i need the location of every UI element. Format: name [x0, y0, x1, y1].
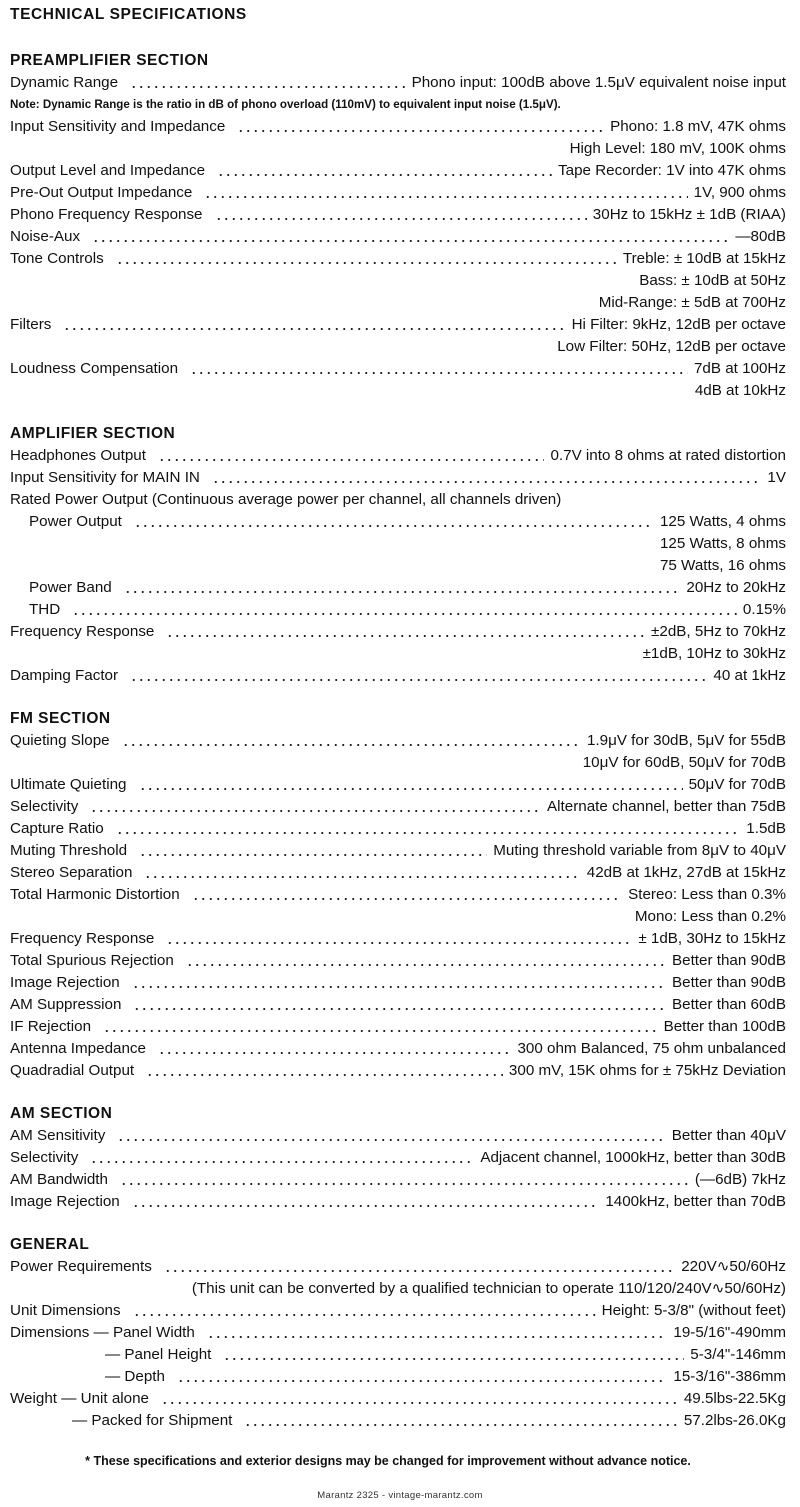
spec-row [10, 1016, 786, 1038]
dot-leader [237, 119, 604, 133]
spec-row [10, 994, 786, 1016]
note-text: Note: Dynamic Range is the ratio in dB of phono overload (110mV) to equivalent input noise (1.5μV). [10, 98, 561, 111]
spec-value: 1.5dB [746, 820, 786, 837]
spec-value: 220V∿50/60Hz [681, 1258, 786, 1275]
dot-leader [139, 777, 683, 791]
spec-value: 300 ohm Balanced, 75 ohm unbalanced [517, 1040, 786, 1057]
spec-value-continued: ±1dB, 10Hz to 30kHz [642, 645, 786, 662]
spec-value: 19-5/16"-490mm [673, 1324, 786, 1341]
spec-row [10, 1366, 786, 1388]
spec-label: Antenna Impedance [10, 1040, 146, 1057]
dot-leader [217, 163, 552, 177]
dot-leader [63, 317, 565, 331]
spec-value: Phono input: 100dB above 1.5μV equivalent noise input [411, 74, 786, 91]
spec-value: Height: 5-3/8" (without feet) [601, 1302, 786, 1319]
dot-leader [133, 997, 666, 1011]
spec-value: 125 Watts, 4 ohms [659, 513, 786, 530]
spec-label: Muting Threshold [10, 842, 128, 859]
dot-leader [144, 865, 580, 879]
spec-row [10, 182, 786, 204]
dot-leader [72, 602, 737, 616]
spec-value: Muting threshold variable from 8μV to 40μV [493, 842, 786, 859]
spec-value: Better than 90dB [672, 974, 786, 991]
dot-leader [92, 229, 729, 243]
spec-value: 1.9μV for 30dB, 5μV for 55dB [586, 732, 786, 749]
dot-leader [166, 624, 645, 638]
preamp-section [10, 51, 786, 402]
dot-leader [103, 1019, 658, 1033]
spec-value: 30Hz to 15kHz ± 1dB (RIAA) [592, 206, 786, 223]
spec-document [10, 6, 786, 1432]
spec-label: THD [29, 601, 61, 618]
general-section [10, 1235, 786, 1432]
spec-label: Selectivity [10, 798, 79, 815]
spec-row [10, 1060, 786, 1082]
spec-row [10, 314, 786, 336]
spec-value: Phono: 1.8 mV, 47K ohms [610, 118, 786, 135]
spec-row [10, 1169, 786, 1191]
spec-label: Input Sensitivity and Impedance [10, 118, 226, 135]
spec-label: — Panel Height [105, 1346, 212, 1363]
spec-value: Adjacent channel, 1000kHz, better than 30dB [480, 1149, 786, 1166]
amplifier-section [10, 424, 786, 687]
spec-label: Pre-Out Output Impedance [10, 184, 193, 201]
spec-value: ± 1dB, 30Hz to 15kHz [638, 930, 786, 947]
spec-value-continued: Mono: Less than 0.2% [634, 908, 786, 925]
spec-row [10, 160, 786, 182]
spec-value: Better than 40μV [671, 1127, 786, 1144]
spec-label: — Depth [105, 1368, 165, 1385]
spec-label: Total Spurious Rejection [10, 952, 174, 969]
spec-label: AM Bandwidth [10, 1171, 108, 1188]
spec-label: IF Rejection [10, 1018, 92, 1035]
spec-row [10, 928, 786, 950]
spec-label: Output Level and Impedance [10, 162, 206, 179]
spec-value-continued: Low Filter: 50Hz, 12dB per octave [557, 338, 786, 355]
spec-label: Unit Dimensions [10, 1302, 121, 1319]
spec-label: Damping Factor [10, 667, 119, 684]
spec-value-continued: 4dB at 10kHz [694, 382, 786, 399]
spec-row [10, 577, 786, 599]
spec-label: Quieting Slope [10, 732, 110, 749]
spec-value: 42dB at 1kHz, 27dB at 15kHz [586, 864, 786, 881]
dot-leader [161, 1391, 678, 1405]
spec-row [10, 884, 786, 906]
dot-leader [164, 1259, 675, 1273]
spec-value: 15-3/16"-386mm [673, 1368, 786, 1385]
dot-leader [158, 448, 545, 462]
dot-leader [130, 75, 406, 89]
spec-row [10, 862, 786, 884]
spec-value: Tape Recorder: 1V into 47K ohms [558, 162, 786, 179]
spec-row [10, 445, 786, 467]
spec-value-continued: 10μV for 60dB, 50μV for 70dB [582, 754, 786, 771]
spec-row [10, 358, 786, 380]
spec-row [10, 1191, 786, 1213]
spec-row [10, 730, 786, 752]
spec-row [10, 665, 786, 687]
spec-value: ±2dB, 5Hz to 70kHz [651, 623, 786, 640]
spec-row [10, 467, 786, 489]
spec-value: 7dB at 100Hz [693, 360, 786, 377]
dot-leader [132, 1194, 600, 1208]
spec-label: Power Requirements [10, 1258, 152, 1275]
spec-value: Better than 90dB [672, 952, 786, 969]
section-heading: PREAMPLIFIER SECTION [10, 52, 209, 69]
spec-value: 49.5lbs-22.5Kg [683, 1390, 786, 1407]
spec-value: Better than 60dB [672, 996, 786, 1013]
spec-value: 50μV for 70dB [688, 776, 786, 793]
dot-leader [120, 1172, 689, 1186]
spec-value-continued: Bass: ± 10dB at 50Hz [639, 272, 786, 289]
spec-row [10, 1038, 786, 1060]
spec-row [10, 72, 786, 94]
dot-leader [139, 843, 487, 857]
spec-row [10, 796, 786, 818]
dot-leader [134, 514, 654, 528]
spec-label: AM Sensitivity [10, 1127, 106, 1144]
spec-label: Input Sensitivity for MAIN IN [10, 469, 200, 486]
spec-value: Hi Filter: 9kHz, 12dB per octave [571, 316, 786, 333]
page-caption: Marantz 2325 - vintage-marantz.com [317, 1490, 483, 1501]
spec-label: AM Suppression [10, 996, 122, 1013]
spec-row [10, 226, 786, 248]
dot-leader [215, 207, 587, 221]
spec-row [10, 1388, 786, 1410]
spec-value: (—6dB) 7kHz [694, 1171, 786, 1188]
dot-leader [244, 1413, 677, 1427]
spec-label: Frequency Response [10, 623, 155, 640]
page-title: TECHNICAL SPECIFICATIONS [10, 6, 247, 23]
spec-value: 57.2lbs-26.0Kg [683, 1412, 786, 1429]
spec-value-continued: Mid-Range: ± 5dB at 700Hz [598, 294, 786, 311]
spec-row [10, 1322, 786, 1344]
spec-value: Alternate channel, better than 75dB [547, 798, 786, 815]
spec-label: Frequency Response [10, 930, 155, 947]
spec-label: Capture Ratio [10, 820, 104, 837]
dot-leader [177, 1369, 667, 1383]
spec-value: 300 mV, 15K ohms for ± 75kHz Deviation [508, 1062, 786, 1079]
dot-leader [124, 580, 681, 594]
spec-value: 0.7V into 8 ohms at rated distortion [550, 447, 786, 464]
spec-label: Dynamic Range [10, 74, 119, 91]
spec-value-continued: 75 Watts, 16 ohms [659, 557, 786, 574]
spec-label: Quadradial Output [10, 1062, 135, 1079]
spec-label: — Packed for Shipment [72, 1412, 233, 1429]
spec-value: 1V [767, 469, 786, 486]
spec-label: Total Harmonic Distortion [10, 886, 180, 903]
dot-leader [132, 975, 666, 989]
spec-value: —80dB [735, 228, 786, 245]
spec-row [10, 116, 786, 138]
spec-value-continued: High Level: 180 mV, 100K ohms [569, 140, 786, 157]
dot-leader [90, 799, 541, 813]
spec-label: Tone Controls [10, 250, 104, 267]
spec-label: Selectivity [10, 1149, 79, 1166]
spec-value: 1V, 900 ohms [693, 184, 786, 201]
dot-leader [133, 1303, 596, 1317]
power-conversion-note: (This unit can be converted by a qualified technician to operate 110/120/240V∿50/60Hz) [191, 1280, 786, 1297]
dot-leader [204, 185, 687, 199]
spec-row [10, 1410, 786, 1432]
dot-leader [166, 931, 632, 945]
spec-value: 40 at 1kHz [713, 667, 786, 684]
spec-label: Headphones Output [10, 447, 146, 464]
section-heading: AMPLIFIER SECTION [10, 425, 176, 442]
spec-label: Phono Frequency Response [10, 206, 203, 223]
dot-leader [130, 668, 707, 682]
spec-value-continued: 125 Watts, 8 ohms [659, 535, 786, 552]
spec-row [10, 972, 786, 994]
spec-row [10, 950, 786, 972]
spec-label: Power Band [29, 579, 112, 596]
spec-label: Ultimate Quieting [10, 776, 127, 793]
dot-leader [116, 251, 617, 265]
dot-leader [190, 361, 688, 375]
footnote: * These specifications and exterior designs may be changed for improvement without advance notice. [85, 1454, 691, 1468]
dot-leader [212, 470, 762, 484]
spec-label: Weight — Unit alone [10, 1390, 150, 1407]
spec-row [10, 818, 786, 840]
dot-leader [90, 1150, 474, 1164]
dot-leader [223, 1347, 684, 1361]
spec-label: Dimensions — Panel Width [10, 1324, 195, 1341]
spec-row [10, 204, 786, 226]
section-heading: FM SECTION [10, 710, 111, 727]
dot-leader [122, 733, 581, 747]
spec-row [10, 1300, 786, 1322]
spec-label: Image Rejection [10, 974, 120, 991]
spec-row [10, 621, 786, 643]
spec-label: Filters [10, 316, 52, 333]
spec-label: Loudness Compensation [10, 360, 179, 377]
spec-value: Better than 100dB [663, 1018, 786, 1035]
dot-leader [117, 1128, 665, 1142]
dot-leader [207, 1325, 668, 1339]
spec-value: 5-3/4"-146mm [690, 1346, 786, 1363]
dot-leader [192, 887, 622, 901]
section-heading: AM SECTION [10, 1105, 113, 1122]
spec-label: Power Output [29, 513, 122, 530]
spec-row [10, 1344, 786, 1366]
spec-value: 0.15% [742, 601, 786, 618]
dot-leader [186, 953, 666, 967]
dot-leader [158, 1041, 512, 1055]
spec-label: Stereo Separation [10, 864, 133, 881]
spec-row [10, 1125, 786, 1147]
spec-row [10, 599, 786, 621]
spec-row [10, 511, 786, 533]
spec-row [10, 248, 786, 270]
spec-value: Treble: ± 10dB at 15kHz [622, 250, 786, 267]
spec-row [10, 774, 786, 796]
fm-section [10, 709, 786, 1082]
rated-power-heading: Rated Power Output (Continuous average power per channel, all channels driven) [10, 491, 562, 508]
spec-value: 20Hz to 20kHz [686, 579, 786, 596]
spec-row [10, 840, 786, 862]
spec-row [10, 1256, 786, 1278]
dot-leader [116, 821, 741, 835]
spec-label: Image Rejection [10, 1193, 120, 1210]
section-heading: GENERAL [10, 1236, 90, 1253]
am-section [10, 1104, 786, 1213]
dot-leader [146, 1063, 503, 1077]
spec-value: 1400kHz, better than 70dB [605, 1193, 786, 1210]
spec-row [10, 1147, 786, 1169]
spec-label: Noise-Aux [10, 228, 81, 245]
spec-value: Stereo: Less than 0.3% [628, 886, 786, 903]
